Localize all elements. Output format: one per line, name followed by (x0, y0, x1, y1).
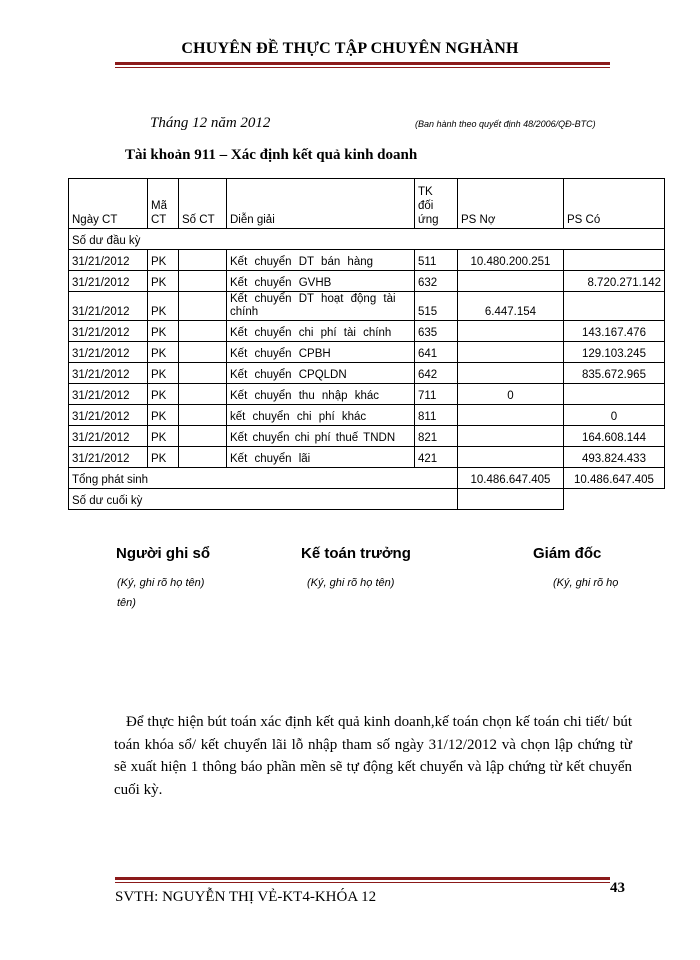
col-counter-account (415, 179, 458, 229)
col-debit: PS Nợ (458, 179, 564, 229)
cell-debit (458, 405, 564, 426)
cell-date: 31/21/2012 (69, 384, 148, 405)
cell-desc: Kết chuyển DT bán hàng (227, 250, 415, 271)
cell-date: 31/21/2012 (69, 271, 148, 292)
page-header-title: CHUYÊN ĐỀ THỰC TẬP CHUYÊN NGHÀNH (181, 40, 519, 57)
cell-type: PK (148, 321, 179, 342)
closing-balance-row (69, 489, 665, 510)
cell-date: 31/21/2012 (69, 447, 148, 468)
cell-date: 31/21/2012 (69, 292, 148, 321)
cell-type: PK (148, 384, 179, 405)
total-credit: 10.486.647.405 (564, 468, 665, 489)
chief-sign-note: (Ký, ghi rõ họ tên) (307, 577, 395, 589)
table-row (69, 384, 665, 405)
cell-acct: 515 (415, 292, 458, 321)
month-line: Tháng 12 năm 2012 (150, 115, 271, 131)
cell-type: PK (148, 363, 179, 384)
cell-desc: kết chuyển chi phí khác (227, 405, 415, 426)
cell-no (179, 250, 227, 271)
cell-credit: 164.608.144 (564, 426, 665, 447)
total-row (69, 468, 665, 489)
page-number: 43 (610, 880, 625, 896)
cell-desc: Kết chuyển GVHB (227, 271, 415, 292)
recorder-sign-note: (Ký, ghi rõ họ tên) (117, 577, 205, 589)
cell-credit: 493.824.433 (564, 447, 665, 468)
cell-acct: 821 (415, 426, 458, 447)
cell-acct: 511 (415, 250, 458, 271)
cell-type: PK (148, 405, 179, 426)
cell-desc: Kết chuyển CPBH (227, 342, 415, 363)
cell-type: PK (148, 271, 179, 292)
cell-debit (458, 271, 564, 292)
cell-no (179, 405, 227, 426)
procedure-paragraph: Để thực hiện bút toán xác định kết quả kinh doanh,kế toán chọn kế toán chi tiết/ bút toán khóa sổ/ kết chuyển lãi lỗ nhập tham số ngày 31/12/2012 và chọn lập chứng từ sẽ xuất hiện 1 thông báo phần mền sẽ tự động kết chuyển và lập chứng từ kết chuyển cuối kỳ. (114, 714, 632, 798)
table-row (69, 363, 665, 384)
col-doc-type-line-2: CT (151, 214, 167, 226)
cell-credit (564, 384, 665, 405)
opening-balance-row (69, 229, 665, 250)
cell-desc: Kết chuyển lãi (227, 447, 415, 468)
cell-debit: 10.480.200.251 (458, 250, 564, 271)
cell-no (179, 363, 227, 384)
cell-desc: Kết chuyển DT hoạt động tài chính (227, 292, 415, 321)
table-row (69, 271, 665, 292)
col-credit: PS Có (564, 179, 665, 229)
cell-no (179, 342, 227, 363)
cell-desc: Kết chuyển CPQLDN (227, 363, 415, 384)
cell-debit: 0 (458, 384, 564, 405)
cell-acct: 642 (415, 363, 458, 384)
cell-no (179, 384, 227, 405)
cell-credit: 8.720.271.142 (564, 271, 665, 292)
cell-date: 31/21/2012 (69, 363, 148, 384)
opening-balance-label: Số dư đầu kỳ (69, 229, 665, 250)
col-date: Ngày CT (69, 179, 148, 229)
cell-acct: 632 (415, 271, 458, 292)
cell-credit (564, 250, 665, 271)
col-doc-type (148, 179, 179, 229)
cell-credit (564, 292, 665, 321)
cell-type: PK (148, 426, 179, 447)
cell-no (179, 447, 227, 468)
table-row (69, 321, 665, 342)
table-row (69, 250, 665, 271)
cell-date: 31/21/2012 (69, 250, 148, 271)
table-row (69, 292, 665, 321)
cell-acct: 711 (415, 384, 458, 405)
table-row (69, 426, 665, 447)
signature-director: Giám đốc (533, 545, 602, 562)
col-acct-line-3: ứng (418, 214, 439, 226)
cell-no (179, 321, 227, 342)
cell-credit: 835.672.965 (564, 363, 665, 384)
table-header-row (69, 179, 665, 229)
cell-debit (458, 447, 564, 468)
signature-recorder: Người ghi sổ (116, 545, 211, 562)
cell-date: 31/21/2012 (69, 405, 148, 426)
recorder-sign-note-wrap: tên) (117, 597, 136, 609)
col-doc-no: Số CT (179, 179, 227, 229)
account-title: Tài khoản 911 – Xác định kết quả kinh doanh (125, 147, 418, 163)
col-doc-type-line-1: Mã (151, 200, 167, 212)
ledger-table (68, 178, 665, 510)
table-row (69, 447, 665, 468)
col-description: Diễn giải (227, 179, 415, 229)
cell-type: PK (148, 292, 179, 321)
decree-note: (Ban hành theo quyết định 48/2006/QĐ-BTC) (415, 119, 596, 129)
table-row (69, 405, 665, 426)
cell-type: PK (148, 250, 179, 271)
director-sign-note: (Ký, ghi rõ họ (553, 577, 619, 589)
closing-debit (458, 489, 564, 510)
header-rule-thick (115, 62, 610, 65)
total-debit: 10.486.647.405 (458, 468, 564, 489)
cell-desc: Kết chuyển thu nhập khác (227, 384, 415, 405)
footer-rule-thin (115, 882, 610, 883)
cell-acct: 421 (415, 447, 458, 468)
cell-credit: 0 (564, 405, 665, 426)
cell-acct: 635 (415, 321, 458, 342)
cell-credit: 143.167.476 (564, 321, 665, 342)
cell-no (179, 426, 227, 447)
footer-author: SVTH: NGUYỄN THỊ VẺ-KT4-KHÓA 12 (115, 889, 377, 905)
cell-date: 31/21/2012 (69, 426, 148, 447)
cell-debit (458, 321, 564, 342)
cell-date: 31/21/2012 (69, 321, 148, 342)
cell-acct: 641 (415, 342, 458, 363)
footer-rule-thick (115, 877, 610, 880)
cell-type: PK (148, 342, 179, 363)
col-acct-line-1: TK (418, 186, 433, 198)
signature-chief-accountant: Kế toán trưởng (301, 545, 411, 562)
total-label: Tổng phát sinh (69, 468, 458, 489)
header-rule-thin (115, 67, 610, 68)
cell-type: PK (148, 447, 179, 468)
cell-credit: 129.103.245 (564, 342, 665, 363)
table-row (69, 342, 665, 363)
cell-date: 31/21/2012 (69, 342, 148, 363)
cell-debit (458, 426, 564, 447)
closing-balance-label: Số dư cuối kỳ (69, 489, 458, 510)
col-acct-line-2: đối (418, 200, 434, 212)
cell-debit (458, 342, 564, 363)
closing-credit (564, 489, 665, 510)
cell-debit: 6.447.154 (458, 292, 564, 321)
cell-desc: Kết chuyển chi phí thuế TNDN (227, 426, 415, 447)
cell-acct: 811 (415, 405, 458, 426)
cell-no (179, 292, 227, 321)
cell-debit (458, 363, 564, 384)
cell-no (179, 271, 227, 292)
cell-desc: Kết chuyển chi phí tài chính (227, 321, 415, 342)
